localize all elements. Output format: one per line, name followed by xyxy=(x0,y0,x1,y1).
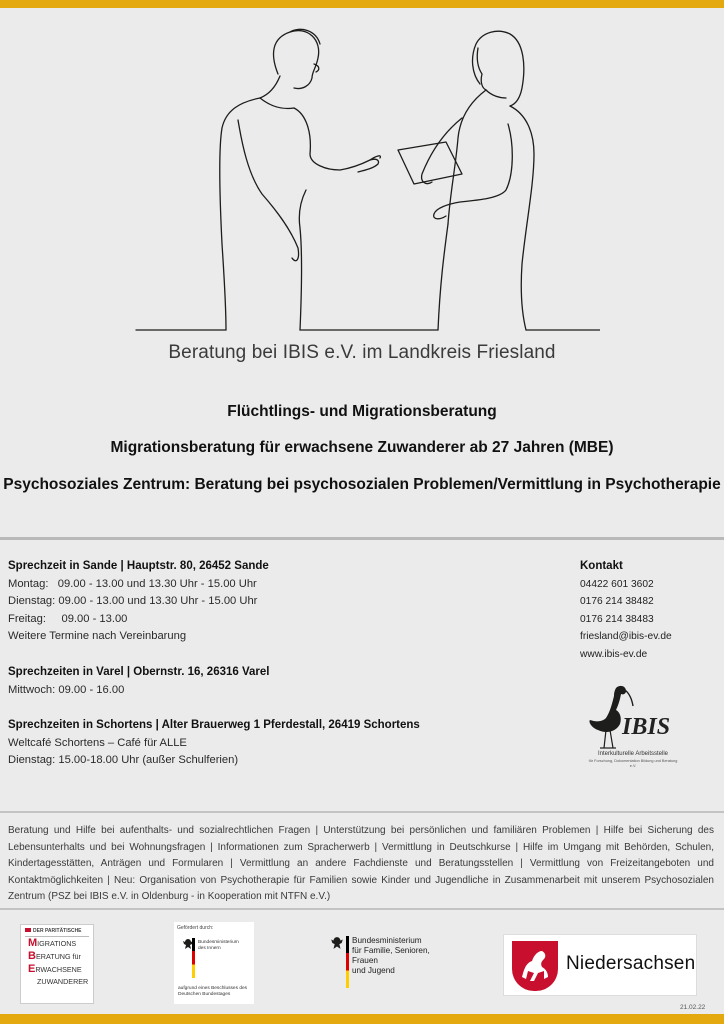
sande-line: Weitere Termine nach Vereinbarung xyxy=(8,630,187,642)
contact-title: Kontakt xyxy=(580,560,623,572)
divider xyxy=(0,537,724,540)
bmi-basis-text: aufgrund eines Beschlusses des Deutschen Bundestages xyxy=(178,986,248,997)
divider xyxy=(0,908,724,910)
ibis-logo-subtitle-small: für Forschung, Dokumentation Bildung und Beratung e.V. xyxy=(588,759,678,768)
service-title-mbe: Migrationsberatung für erwachsene Zuwanderer ab 27 Jahren (MBE) xyxy=(110,439,614,456)
niedersachsen-wordmark: Niedersachsen xyxy=(566,953,696,974)
schortens-title: Sprechzeiten in Schortens | Alter Brauerweg 1 Pferdestall, 26419 Schortens xyxy=(8,719,420,731)
service-title-migration: Flüchtlings- und Migrationsberatung xyxy=(227,403,497,420)
office-hours-varel xyxy=(8,664,269,699)
german-flag-icon xyxy=(192,938,195,978)
bmi-ministry-name: Bundesministerium des Innern xyxy=(198,940,239,951)
mbe-line: BERATUNG für xyxy=(28,950,81,962)
sande-title: Sprechzeit in Sande | Hauptstr. 80, 26452 Sande xyxy=(8,560,269,572)
page-headline: Beratung bei IBIS e.V. im Landkreis Friesland xyxy=(168,342,556,363)
mbe-line: ERWACHSENE xyxy=(28,963,82,975)
consultation-line-drawing xyxy=(130,14,600,334)
ibis-logo-word: IBIS xyxy=(622,714,671,740)
varel-title: Sprechzeiten in Varel | Obernstr. 16, 26316 Varel xyxy=(8,666,270,678)
contact-email-link[interactable]: friesland@ibis-ev.de xyxy=(580,631,672,642)
bmfsfj-logo xyxy=(326,932,458,994)
bmfsfj-ministry-name: Bundesministerium für Familie, Senioren, Frauen und Jugend xyxy=(352,936,430,975)
varel-line: Mittwoch: 09.00 - 16.00 xyxy=(8,683,125,696)
schortens-line: Weltcafé Schortens – Café für ALLE xyxy=(8,736,187,749)
niedersachsen-logo xyxy=(503,934,697,996)
office-hours-sande xyxy=(8,558,269,646)
bottom-accent-bar xyxy=(0,1014,724,1024)
ibis-logo-subtitle: Interkulturelle Arbeitsstelle xyxy=(597,751,669,757)
federal-eagle-icon xyxy=(330,936,344,950)
sande-line: Montag: 09.00 - 13.00 und 13.30 Uhr - 15.00 Uhr xyxy=(8,577,257,590)
bmi-funded-label: Gefördert durch: xyxy=(177,925,214,931)
services-description: Beratung und Hilfe bei aufenthalts- und sozialrechtlichen Fragen | Unterstützung bei persönlichen und familiären Problemen | Hilfe bei Sicherung des Lebensunterhalts und bei Wohnungsfragen | Informationen zum Spracherwerb | Vermittlung in Deutschkurse | Hilfe im Umgang mit Behörden, Schulen, Kindertagesstätten, Anträgen und Formularen | Vermittlung an andere Fachdienste und Beratungsstellen | Vermittlung von Freizeitangeboten und Kontaktmöglichkeiten | Neu: Organisation von Psychotherapie für Familien sowie Kinder und Jugendliche in Zusammenarbeit mit unserem Psychosozialen Zentrum (PSZ bei IBIS e.V. in Oldenburg - in Kooperation mit NTFN e.V.) xyxy=(8,825,714,903)
mbe-logo xyxy=(20,924,94,1004)
schortens-line: Dienstag: 15.00-18.00 Uhr (außer Schulferien) xyxy=(8,754,239,766)
top-accent-bar xyxy=(0,0,724,8)
document-date: 21.02.22 xyxy=(680,1004,706,1011)
divider xyxy=(0,811,724,813)
ibis-logo xyxy=(586,682,680,774)
bmi-logo xyxy=(174,922,254,1004)
sande-line: Dienstag: 09.00 - 13.00 und 13.30 Uhr - 15.00 Uhr xyxy=(8,595,258,607)
sponsor-logos xyxy=(0,918,724,1008)
paritaetische-mark-icon xyxy=(25,928,31,932)
contact-mobile[interactable]: 0176 214 38482 xyxy=(580,596,654,607)
contact-mobile[interactable]: 0176 214 38483 xyxy=(580,613,654,625)
lower-saxony-horse-crest-icon xyxy=(512,941,558,991)
paritaetische-label: DER PARITÄTISCHE xyxy=(25,928,89,937)
service-title-psz: Psychosoziales Zentrum: Beratung bei psychosozialen Problemen/Vermittlung in Psychotherapie xyxy=(3,476,721,493)
contact-website-link[interactable]: www.ibis-ev.de xyxy=(580,648,648,660)
office-hours-schortens xyxy=(8,717,420,770)
contact-phone[interactable]: 04422 601 3602 xyxy=(580,578,654,590)
contact-block xyxy=(580,558,672,663)
german-flag-icon xyxy=(346,936,349,988)
mbe-line: MIGRATIONS xyxy=(28,937,77,949)
mbe-line: ZUWANDERER xyxy=(37,977,89,986)
sande-line: Freitag: 09.00 - 13.00 xyxy=(8,612,128,625)
